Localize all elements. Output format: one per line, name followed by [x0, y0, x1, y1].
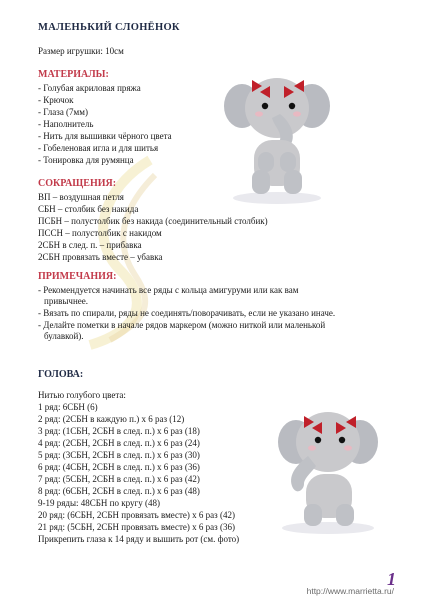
abbrev-item: ПССН – полустолбик с накидом — [38, 228, 162, 238]
head-line: 20 ряд: (6СБН, 2СБН провязать вместе) х 6 раз (42) — [38, 510, 235, 520]
notes-item: булавкой). — [44, 331, 84, 341]
materials-item: - Тонировка для румянца — [38, 155, 134, 165]
notes-heading: ПРИМЕЧАНИЯ: — [38, 271, 117, 282]
head-line: 4 ряд: (2СБН, 2СБН в след. п.) х 6 раз (24) — [38, 438, 200, 448]
head-heading: ГОЛОВА: — [38, 369, 84, 380]
abbrev-item: ВП – воздушная петля — [38, 192, 124, 202]
abbrev-item: 2СБН в след. п. – прибавка — [38, 240, 142, 250]
abbrev-item: ПСБН – полустолбик без накида (соединительный столбик) — [38, 216, 268, 226]
head-line: 3 ряд: (1СБН, 2СБН в след. п.) х 6 раз (18) — [38, 426, 200, 436]
materials-item: - Нить для вышивки чёрного цвета — [38, 131, 172, 141]
materials-heading: МАТЕРИАЛЫ: — [38, 69, 109, 80]
head-line: 8 ряд: (6СБН, 2СБН в след. п.) х 6 раз (48) — [38, 486, 200, 496]
elephant-photo-bottom — [268, 386, 388, 536]
materials-item: - Гобеленовая игла и для шитья — [38, 143, 159, 153]
head-line: 21 ряд: (5СБН, 2СБН провязать вместе) х 6 раз (36) — [38, 522, 235, 532]
abbrev-item: 2СБН провязать вместе – убавка — [38, 252, 163, 262]
head-line: 2 ряд: (2СБН в каждую п.) х 6 раз (12) — [38, 414, 185, 424]
materials-item: - Глаза (7мм) — [38, 107, 88, 117]
notes-item: - Рекомендуется начинать все ряды с кольца амигуруми или как вам — [38, 285, 299, 295]
footer-url: http://www.marrietta.ru/ — [306, 586, 394, 596]
head-line: 1 ряд: 6СБН (6) — [38, 402, 98, 412]
abbrev-item: СБН – столбик без накида — [38, 204, 139, 214]
page-title: МАЛЕНЬКИЙ СЛОНЁНОК — [38, 22, 180, 33]
notes-item: - Вязать по спирали, ряды не соединять/поворачивать, если не указано иначе. — [38, 308, 336, 318]
materials-item: - Наполнитель — [38, 119, 94, 129]
head-line: 7 ряд: (5СБН, 2СБН в след. п.) х 6 раз (42) — [38, 474, 200, 484]
abbrev-heading: СОКРАЩЕНИЯ: — [38, 178, 117, 189]
head-line: 5 ряд: (3СБН, 2СБН в след. п.) х 6 раз (30) — [38, 450, 200, 460]
size-line: Размер игрушки: 10см — [38, 46, 124, 56]
notes-item: - Делайте пометки в начале рядов маркером (можно ниткой или маленькой — [38, 320, 326, 330]
materials-item: - Крючок — [38, 95, 74, 105]
head-line: Нитью голубого цвета: — [38, 390, 126, 400]
notes-item: привычнее. — [44, 296, 89, 306]
head-line: 9-19 ряды: 48СБН по кругу (48) — [38, 498, 160, 508]
head-line: 6 ряд: (4СБН, 2СБН в след. п.) х 6 раз (36) — [38, 462, 200, 472]
page-number: 1 — [387, 569, 396, 589]
materials-item: - Голубая акриловая пряжа — [38, 83, 141, 93]
head-line: Прикрепить глаза к 14 ряду и вышить рот (см. фото) — [38, 534, 240, 544]
elephant-photo-top — [218, 48, 336, 206]
